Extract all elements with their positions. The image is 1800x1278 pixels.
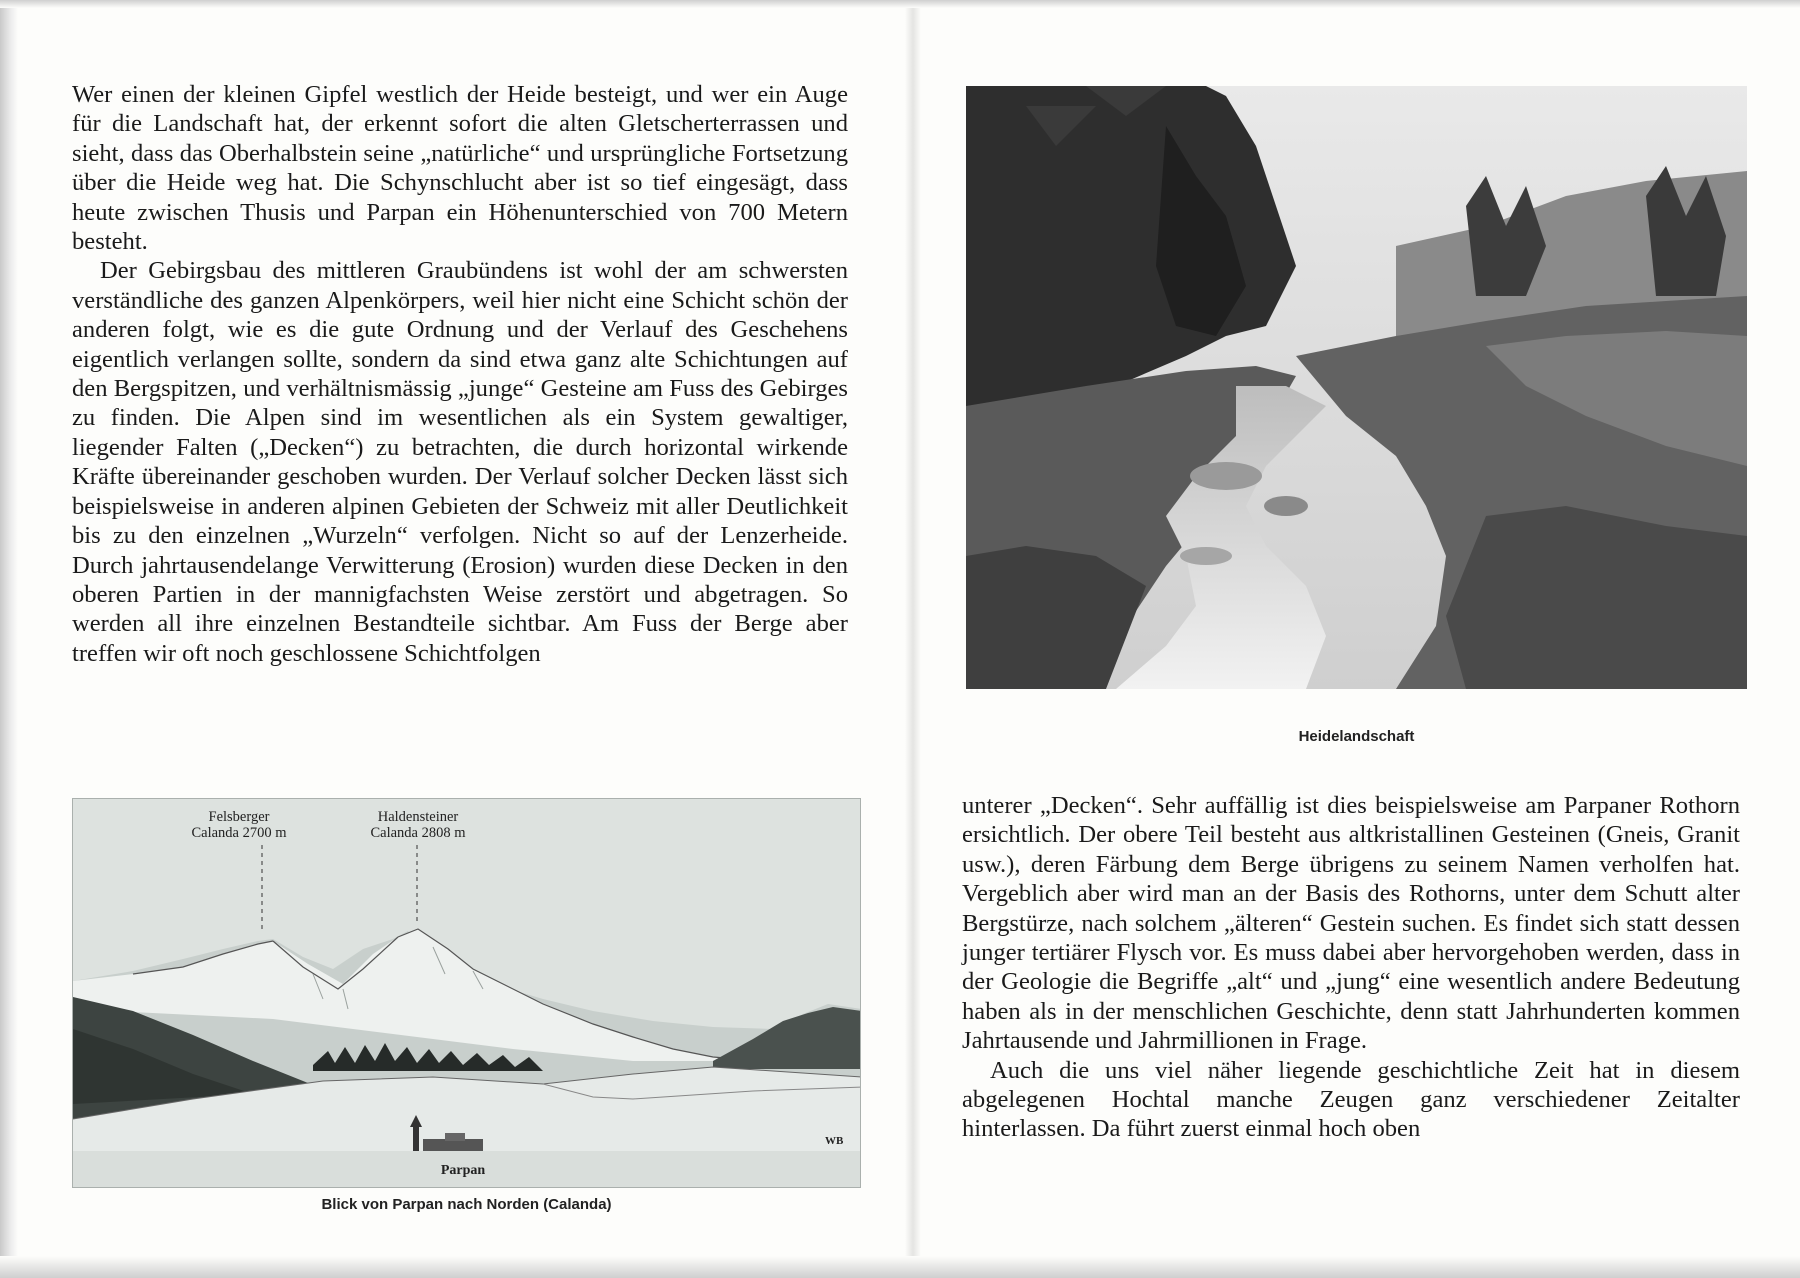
top-edge-shadow — [0, 0, 1800, 8]
village-label: Parpan — [440, 1163, 486, 1178]
paragraph: Wer einen der kleinen Gipfel westlich der Heide besteigt, und wer ein Auge für die Landschaft hat, der erkennt sofort die alten Gletscherterrassen und sieht, dass das Oberhalbstein seine „natürliche“ und ursprüngliche Fortsetzung über die Heide weg hat. Die Schynschlucht aber ist so tief eingesägt, dass heute zwischen Thusis und Parpan ein Höhenunterschied von 700 Metern besteht. — [72, 81, 848, 256]
paragraph: Der Gebirgsbau des mittleren Graubündens ist wohl der am schwersten verständliche des ganzen Alpenkörpers, weil hier nicht eine Schicht schön der anderen folgt, wie es die gute Ordnung und der Verlauf des Geschehens eigentlich verlangen sollte, sondern da sind etwa ganz alte Schichtungen auf den Bergspitzen, und verhältnismässig „junge“ Gesteine am Fuss des Gebirges zu finden. Die Alpen sind im wesentlichen als ein System gewaltiger, liegender Falten („Decken“) zu betrachten, die durch horizontal wirkende Kräfte übereinander geschoben wurden. Der Verlauf solcher Decken lässt sich beispielsweise in anderen alpinen Gebieten der Schweiz mit aller Deutlichkeit bis zu den einzelnen „Wurzeln“ verfolgen. Nicht so auf der Lenzerheide. Durch jahrtausendelange Verwitterung (Erosion) wurden diese Decken in den oberen Partien in der mannigfachsten Weise zerstört und abgetragen. So werden all ihre einzelnen Bestandteile sichtbar. Am Fuss der Berge aber treffen wir oft noch geschlossene Schichtfolgen — [72, 257, 848, 667]
page-edge-shadow — [0, 0, 18, 1278]
figure-caption-right: Heidelandschaft — [1298, 728, 1415, 745]
heidelandschaft-photo — [966, 86, 1747, 689]
figure-caption-left: Blick von Parpan nach Norden (Calanda) — [321, 1196, 612, 1213]
left-body-text — [72, 80, 848, 668]
peak-label-felsberger-calanda: Felsberger Calanda 2700 m — [191, 809, 287, 841]
peak-label-haldensteiner-calanda: Haldensteiner Calanda 2808 m — [370, 809, 466, 841]
bottom-edge-shadow — [0, 1256, 1800, 1278]
right-body-text — [962, 791, 1740, 1144]
calanda-panorama-illustration — [72, 798, 861, 1188]
artist-monogram: WB — [825, 1135, 844, 1147]
panorama-drawing — [73, 799, 861, 1188]
landscape-photo-rendering — [966, 86, 1747, 689]
paragraph: Auch die uns viel näher liegende geschichtliche Zeit hat in diesem abgelegenen Hochtal manche Zeugen ganz verschiedener Zeitalter hinterlassen. Da führt zuerst einmal hoch oben — [962, 1056, 1740, 1143]
paragraph: unterer „Decken“. Sehr auffällig ist dies beispielsweise am Parpaner Rothorn ersichtlich. Der obere Teil besteht aus altkristallinen Gesteinen (Gneis, Granit usw.), deren Färbung dem Berge übrigens zu seinem Namen verholfen hat. Vergeblich aber wird man an der Basis des Rothorns, unter dem Schutt alter Bergstürze, nach solchem „älteren“ Gestein suchen. Es findet sich statt dessen junger tertiärer Flysch vor. Es muss dabei aber hervorgehoben werden, dass in der Geologie die Begriffe „alt“ und „jung“ eine wesentlich andere Bedeutung haben als in der menschlichen Geschichte, denn statt Jahrhunderten kommen Jahrtausende und Jahrmillionen in Frage. — [962, 792, 1740, 1055]
page-fold — [905, 0, 921, 1278]
